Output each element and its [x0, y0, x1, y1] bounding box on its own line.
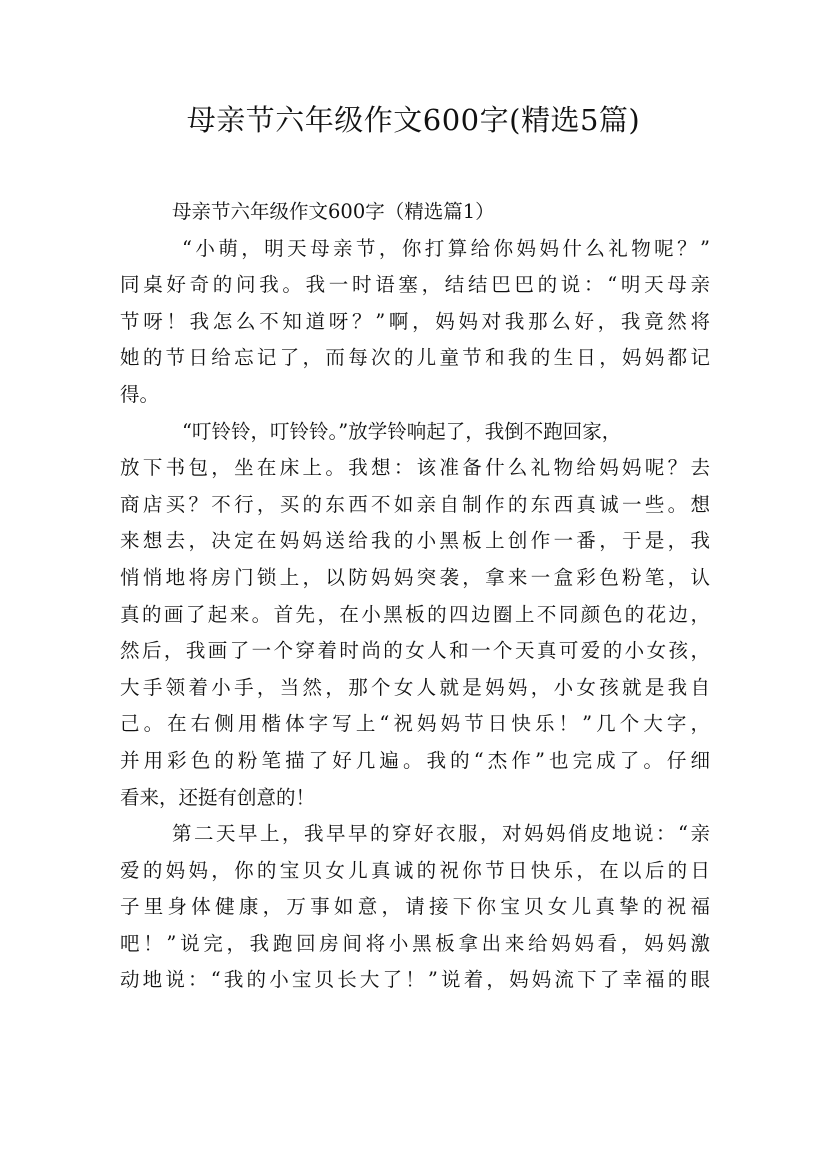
- paragraph-1-line-4: 她的节日给忘记了，而每次的儿童节和我的生日，妈妈都记: [120, 346, 710, 370]
- paragraph-2-line-10: 并用彩色的粉笔描了好几遍。我的“杰作”也完成了。仔细: [120, 748, 710, 772]
- document-title: 母亲节六年级作文600字(精选5篇): [186, 103, 641, 137]
- document-body: [120, 194, 710, 999]
- paragraph-1-line-2: 同桌好奇的问我。我一时语塞，结结巴巴的说：“明天母亲: [120, 273, 710, 297]
- paragraph-3-line-1: 第二天早上，我早早的穿好衣服，对妈妈俏皮地说：“亲: [172, 822, 710, 846]
- paragraph-2-line-3: 商店买？不行，买的东西不如亲自制作的东西真诚一些。想: [120, 492, 710, 516]
- paragraph-2-line-6: 真的画了起来。首先，在小黑板的四边圈上不同颜色的花边，: [120, 602, 710, 626]
- paragraph-2-line-9: 己。在右侧用楷体字写上“祝妈妈节日快乐！”几个大字，: [120, 712, 710, 736]
- paragraph-2-line-7: 然后，我画了一个穿着时尚的女人和一个天真可爱的小女孩，: [120, 639, 710, 663]
- paragraph-2-line-1: “叮铃铃，叮铃铃。”放学铃响起了，我倒不跑回家，: [182, 419, 622, 443]
- paragraph-3-line-2: 爱的妈妈，你的宝贝女儿真诚的祝你节日快乐，在以后的日: [120, 858, 710, 882]
- paragraph-2-line-5: 悄悄地将房门锁上，以防妈妈突袭，拿来一盒彩色粉笔，认: [120, 565, 710, 589]
- paragraph-1-line-5: 得。: [120, 382, 160, 406]
- paragraph-3-line-4: 吧！”说完，我跑回房间将小黑板拿出来给妈妈看，妈妈激: [120, 931, 710, 955]
- paragraph-2-line-11: 看来，还挺有创意的！: [120, 785, 316, 809]
- section-heading: 母亲节六年级作文600字（精选篇1）: [172, 200, 495, 223]
- paragraph-3-line-3: 子里身体健康，万事如意，请接下你宝贝女儿真挚的祝福: [120, 895, 710, 919]
- paragraph-1-line-1: “小萌，明天母亲节，你打算给你妈妈什么礼物呢？”: [182, 236, 710, 260]
- paragraph-2-line-4: 来想去，决定在妈妈送给我的小黑板上创作一番，于是，我: [120, 529, 710, 553]
- paragraph-2-line-8: 大手领着小手，当然，那个女人就是妈妈，小女孩就是我自: [120, 675, 710, 699]
- paragraph-1-line-3: 节呀！我怎么不知道呀？”啊，妈妈对我那么好，我竟然将: [120, 309, 710, 333]
- paragraph-2-line-2: 放下书包，坐在床上。我想：该准备什么礼物给妈妈呢？去: [120, 456, 710, 480]
- paragraph-3-line-5: 动地说：“我的小宝贝长大了！”说着，妈妈流下了幸福的眼: [120, 968, 710, 992]
